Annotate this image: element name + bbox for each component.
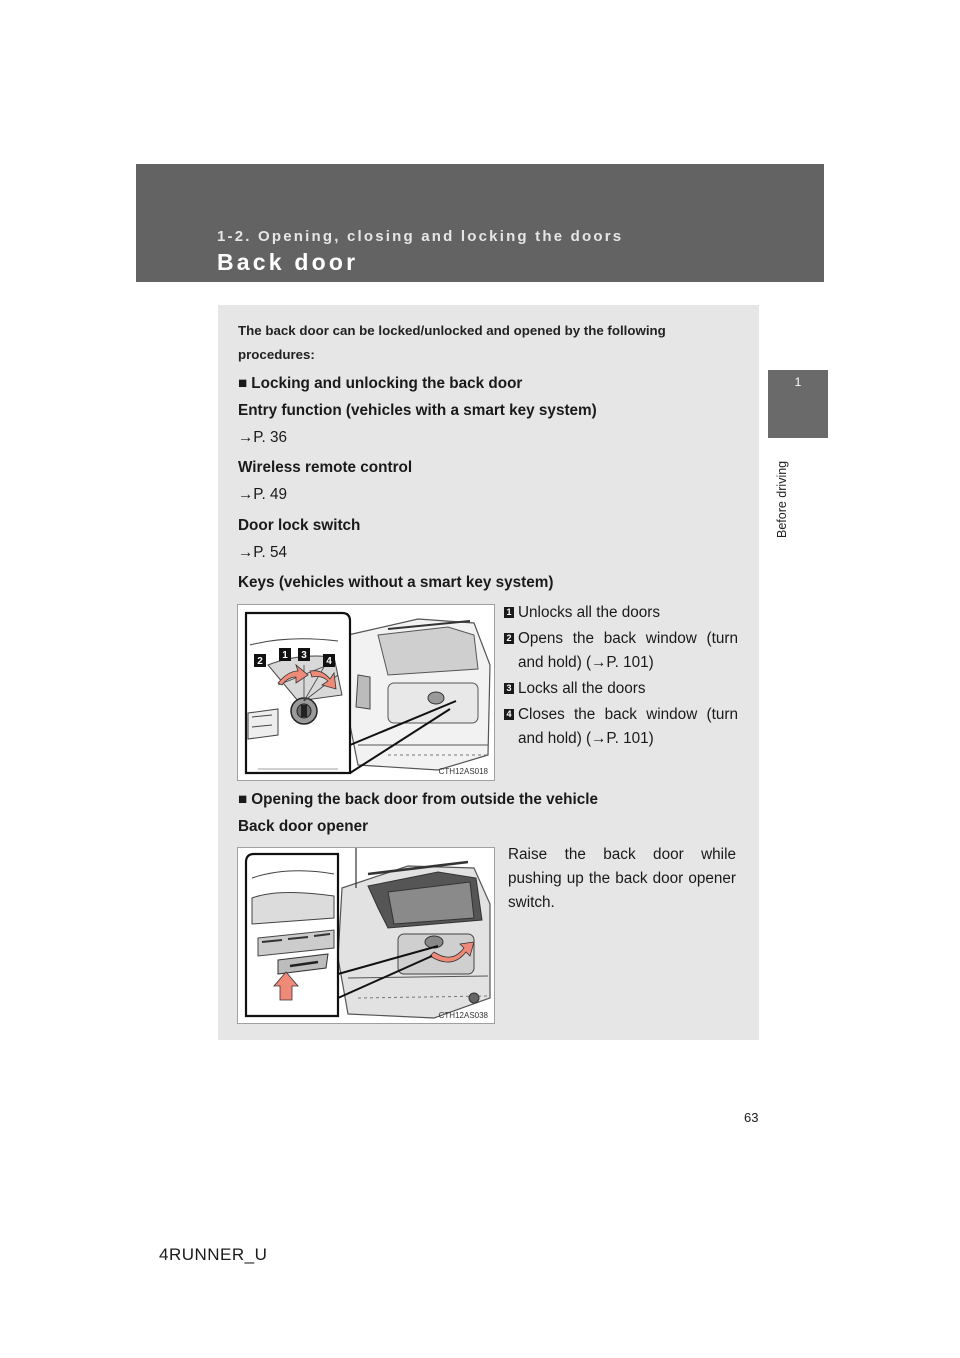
entry-function-ref[interactable]: →P. 36	[238, 429, 288, 446]
key-cylinder-illustration	[238, 605, 494, 780]
marker-2-label: 2	[257, 656, 263, 667]
chapter-label	[772, 446, 792, 546]
callout-item	[506, 601, 738, 625]
document-code: 4RUNNER_U	[159, 1245, 268, 1264]
marker-2-icon	[254, 654, 266, 667]
section1-heading-text: Locking and unlocking the back door	[251, 375, 523, 392]
marker-1-icon	[279, 648, 291, 661]
page-heading: Back door	[217, 249, 359, 275]
marker-1-label: 1	[282, 650, 288, 661]
figure2-code: CTH12AS038	[438, 1011, 488, 1020]
callout-item	[506, 627, 738, 675]
page-number: 63	[744, 1110, 759, 1125]
callout-item	[506, 677, 738, 701]
figure1-code: CTH12AS018	[438, 767, 488, 776]
marker-3-icon	[298, 648, 310, 661]
callout-number: 4	[504, 709, 514, 720]
wireless-remote-label: Wireless remote control	[238, 459, 413, 476]
header-band	[136, 164, 824, 282]
back-door-opener-description: Raise the back door while pushing up the back door opener switch.	[508, 846, 736, 911]
callout-text: Opens the back window (turn and hold) (→P. 101)	[518, 630, 738, 671]
section2-heading-text: Opening the back door from outside the vehicle	[251, 791, 599, 808]
back-door-opener-label: Back door opener	[238, 818, 369, 835]
callout-number: 1	[504, 607, 514, 618]
door-lock-switch-ref[interactable]: →P. 54	[238, 544, 288, 561]
chapter-tab	[768, 370, 828, 438]
callout-text: Unlocks all the doors	[518, 604, 660, 621]
chapter-label-text: Before driving	[775, 460, 789, 538]
callout-list	[506, 601, 738, 751]
content-box	[218, 305, 759, 1040]
callout-item	[506, 703, 738, 751]
callout-number: 3	[504, 683, 514, 694]
intro-text: The back door can be locked/unlocked and opened by the following procedures:	[238, 323, 666, 362]
section2-heading	[238, 791, 598, 809]
section1-heading	[238, 375, 522, 393]
back-door-opener-illustration	[238, 848, 494, 1023]
marker-4-label: 4	[326, 656, 332, 667]
door-lock-switch-label: Door lock switch	[238, 517, 361, 534]
keys-label: Keys (vehicles without a smart key system)	[238, 574, 554, 591]
callout-text: Closes the back window (turn and hold) (→P. 101)	[518, 706, 738, 747]
section-title: 1-2. Opening, closing and locking the doors	[217, 228, 624, 245]
wireless-remote-ref[interactable]: →P. 49	[238, 486, 288, 503]
callout-number: 2	[504, 633, 514, 644]
key-cylinder-figure	[237, 604, 495, 781]
square-bullet-icon: ■	[238, 791, 248, 808]
marker-4-icon	[323, 654, 335, 667]
callout-text: Locks all the doors	[518, 680, 646, 697]
back-door-opener-figure	[237, 847, 495, 1024]
square-bullet-icon: ■	[238, 375, 248, 392]
chapter-number: 1	[794, 375, 802, 389]
marker-3-label: 3	[301, 650, 307, 661]
entry-function-label: Entry function (vehicles with a smart key system)	[238, 402, 597, 419]
